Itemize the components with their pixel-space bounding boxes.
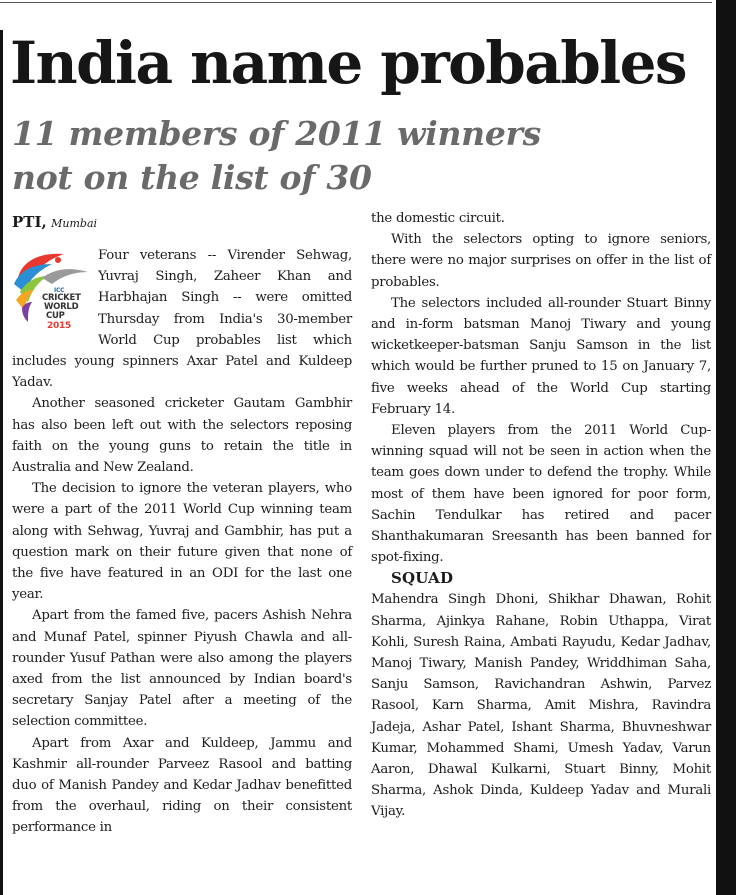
article-column-left [12, 245, 352, 839]
article-paragraph-6: With the selectors opting to ignore seniors, there were no major surprises on offer in the list of probables. [371, 232, 711, 290]
headline: India name probables [10, 29, 686, 97]
byline [12, 212, 97, 234]
logo-text-year: 2015 [47, 321, 72, 330]
subheadline-line-1: 11 members of 2011 winners [12, 114, 541, 153]
article-paragraph-8: Eleven players from the 2011 World Cup-winning squad will not be seen in action when the team goes down under to defend the trophy. While most of them have been ignored for poor form, Sachin Tendulkar has retired and pacer Shanthakumaran Sreesanth has been banned for spot-fixing. [371, 423, 711, 566]
logo-text-cup: CUP [46, 311, 65, 321]
article-paragraph-4: Apart from the famed five, pacers Ashish Nehra and Munaf Patel, spinner Piyush Chawla and all-rounder Yusuf Pathan were also among the players axed from the list announced by Indian board's secretary Sanjay Patel after a meeting of the selection committee. [12, 608, 352, 730]
logo-text-world: WORLD [44, 302, 79, 312]
logo-text-cricket: CRICKET [42, 293, 81, 303]
squad-heading: SQUAD [391, 569, 454, 588]
article-paragraph-5-continued: the domestic circuit. [371, 211, 505, 226]
article-paragraph-1: Four veterans -- Virender Sehwag, Yuvraj Singh, Zaheer Khan and Harbhajan Singh -- were omitted Thursday from India's 30-member World Cup probables list which includes young spinners Axar Patel and Kuldeep Yadav. [12, 248, 352, 391]
squad-list: Mahendra Singh Dhoni, Shikhar Dhawan, Rohit Sharma, Ajinkya Rahane, Robin Uthappa, Virat Kohli, Suresh Raina, Ambati Rayudu, Kedar Jadhav, Manoj Tiwary, Manish Pandey, Wriddhiman Saha, Sanju Samson, Ravichandran Ashwin, Parvez Rasool, Karn Sharma, Amit Mishra, Ravindra Jadeja, Ashar Patel, Ishant Sharma, Bhuvneshwar Kumar, Mohammed Shami, Umesh Yadav, Varun Aaron, Dhawal Kulkarni, Stuart Binny, Mohit Sharma, Ashok Dinda, Kuldeep Yadav and Murali Vijay. [371, 592, 711, 820]
article-paragraph-7: The selectors included all-rounder Stuart Binny and in-form batsman Manoj Tiwary and young wicketkeeper-batsman Sanju Samson in the list which would be further pruned to 15 on January 7, five weeks ahead of the World Cup starting February 14. [371, 295, 711, 417]
top-rule [0, 2, 712, 3]
article-paragraph-2: Another seasoned cricketer Gautam Gambhir has also been left out with the selectors reposing faith on the young guns to retain the title in Australia and New Zealand. [12, 396, 352, 476]
icc-cricket-world-cup-2015-logo-icon [12, 248, 90, 330]
article-column-right [371, 208, 711, 823]
left-border [0, 30, 3, 895]
logo-text-icc: ICC [54, 287, 65, 294]
byline-agency: PTI, [12, 213, 47, 231]
right-border [716, 0, 736, 895]
subheadline-line-2: not on the list of 30 [12, 158, 372, 197]
article-paragraph-3: The decision to ignore the veteran players, who were a part of the 2011 World Cup winning team along with Sehwag, Yuvraj and Gambhir, has put a question mark on their future given that none of the five have featured in an ODI for the last one year. [12, 481, 352, 603]
subheadline [12, 112, 612, 200]
byline-place: Mumbai [51, 217, 98, 230]
article-paragraph-5: Apart from Axar and Kuldeep, Jammu and Kashmir all-rounder Parveez Rasool and batting duo of Manish Pandey and Kedar Jadhav benefitted from the overhaul, riding on their consistent performance in [12, 735, 352, 836]
